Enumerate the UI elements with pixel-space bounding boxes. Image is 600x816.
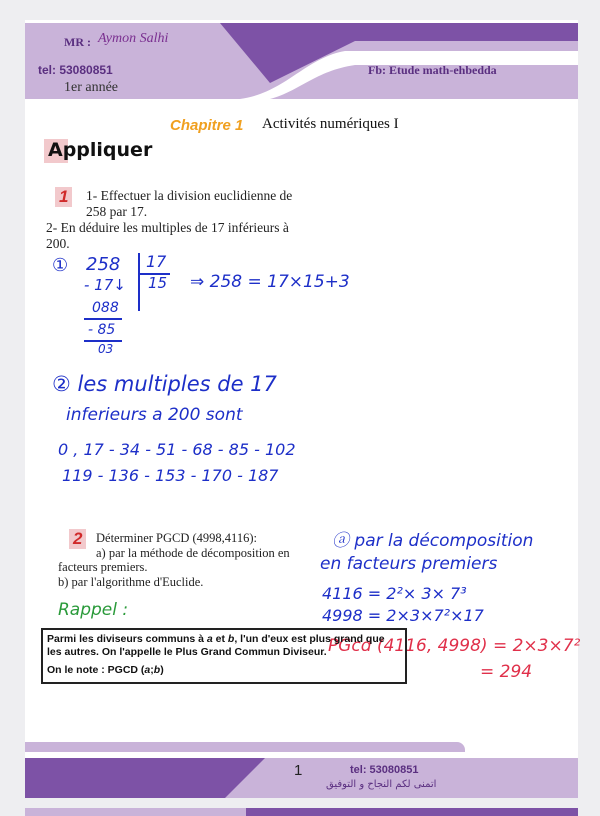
- var-b: b: [153, 664, 161, 676]
- footer-stripe: [25, 742, 465, 752]
- exercise-1-line: 1- Effectuer la division euclidienne de: [86, 188, 293, 203]
- teacher-name: Aymon Salhi: [98, 31, 169, 46]
- hw-step: ①: [52, 255, 69, 276]
- definition-line: les autres. On l'appelle le Plus Grand Commun Diviseur.: [47, 646, 327, 658]
- exercise-number: 1: [55, 187, 72, 207]
- hw-multiples-1: 0 , 17 - 34 - 51 - 68 - 85 - 102: [58, 440, 296, 459]
- definition-line: [47, 633, 401, 646]
- hw-rappel: Rappel :: [58, 600, 129, 620]
- exercise-1-line: 258 par 17.: [86, 204, 148, 219]
- header-tel: tel: 53080851: [38, 63, 113, 77]
- exercise-2-line: a) par la méthode de décomposition en: [96, 545, 290, 560]
- exercise-number: 2: [69, 529, 86, 549]
- exercise-2-line: facteurs premiers.: [58, 560, 148, 574]
- var-a: a: [206, 633, 213, 645]
- hw-pgcd-result: = 294: [480, 662, 533, 682]
- definition-note: [47, 664, 401, 677]
- hw-multiples-2: 119 - 136 - 153 - 170 - 187: [62, 466, 279, 485]
- hw-divisor: 17: [146, 252, 167, 271]
- hw-quotient: 15: [148, 274, 168, 292]
- exercise-2-line: Déterminer PGCD (4998,4116):: [96, 531, 257, 545]
- exercise-1-text: [46, 188, 366, 252]
- definition-text: , l'un d'eux est plus grand que: [234, 633, 385, 645]
- hw-line2: en facteurs premiers: [320, 554, 498, 574]
- var-b: b: [227, 633, 235, 645]
- hw-line2: inferieurs a 200 sont: [66, 405, 243, 425]
- section-title: Appliquer: [48, 139, 153, 161]
- header-facebook: Fb: Etude math-ehbedda: [368, 63, 497, 77]
- hw-division-bar: [138, 253, 140, 311]
- hw-line: [84, 340, 122, 342]
- hw-subtract2: - 85: [88, 322, 116, 338]
- note-text: On le note : PGCD (: [47, 664, 145, 676]
- footer-tel: tel: 53080851: [350, 764, 419, 776]
- hw-step-a: ⓐ par la décomposition: [332, 531, 534, 551]
- page-number: 1: [294, 762, 303, 779]
- level-label: 1er année: [64, 80, 119, 95]
- next-page-edge: [25, 808, 578, 816]
- var-a: a: [144, 664, 151, 676]
- hw-subtract: - 17↓: [84, 276, 126, 294]
- note-text: ;: [150, 664, 154, 676]
- footer-wish: اتمنى لكم النجاح و التوفيق: [326, 779, 437, 790]
- hw-pgcd: PGcd (4116, 4998) = 2×3×7²: [328, 636, 581, 656]
- exercise-1-line: 200.: [46, 236, 70, 251]
- teacher-label: MR :: [64, 35, 91, 49]
- exercise-1-line: 2- En déduire les multiples de 17 inférieurs à: [46, 220, 289, 235]
- hw-dividend: 258: [86, 254, 121, 275]
- hw-remainder: 03: [98, 342, 114, 356]
- hw-eq2: 4998 = 2×3×7²×17: [322, 606, 484, 625]
- hw-result: ⇒ 258 = 17×15+3: [190, 272, 350, 292]
- hw-step2: ② les multiples de 17: [52, 372, 277, 396]
- definition-box: [41, 628, 407, 684]
- definition-text: Parmi les diviseurs communs à: [47, 633, 207, 645]
- exercise-2-text: [58, 531, 318, 589]
- exercise-2-line: b) par l'algorithme d'Euclide.: [58, 574, 204, 589]
- hw-eq1: 4116 = 2²× 3× 7³: [322, 584, 467, 603]
- hw-line: [84, 318, 122, 320]
- definition-text: et: [212, 633, 228, 645]
- chapter-title: Activités numériques I: [262, 116, 399, 132]
- hw-mid: 088: [92, 300, 119, 316]
- chapter-label: Chapitre 1: [170, 117, 244, 134]
- note-text: ): [160, 664, 164, 676]
